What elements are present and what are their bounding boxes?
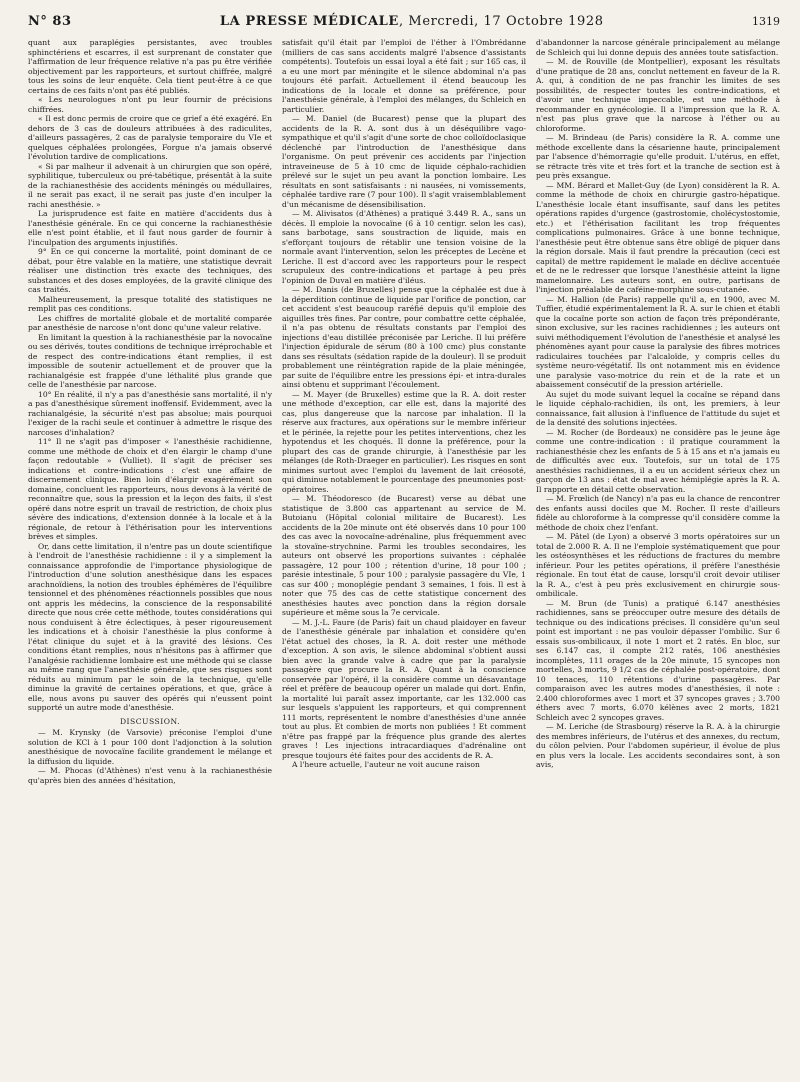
paragraph: Les chiffres de mortalité globale et de mortalité comparée par anesthésie de narcose n'ont donc qu'une valeur relative. [28,313,272,332]
paragraph: — M. Rocher (de Bordeaux) ne considère pas le jeune âge comme une contre-indication : il pratique couramment la rachianesthésie chez les enfants de 5 à 15 ans et n'a jamais eu de difficultés avec eux. Toutefois, sur un total de 175 anesthésies rachidiennes, il a eu un accident sérieux chez un garçon de 13 ans : état de mal avec hémiplégie après la R. A. Il rapporte en détail cette observation. [536,427,780,494]
paragraph: 11° Il ne s'agit pas d'imposer « l'anesthésie rachidienne, comme une méthode de choix et d'en élargir le champ d'une façon redoutable » (Vulliet). Il s'agit de préciser ses indications et contre-indications : c'est une affaire de discernement clinique. Bien loin d'élargir exagérément son domaine, concluent les rapporteurs, nous devons à la vérité de reconnaître que, sous la pression et la leçon des faits, il s'est opéré dans notre esprit un travail de restriction, de choix plus sévère des indications, d'extension donnée à la locale et à la régionale, de retour à l'éthérisation pour les interventions brèves et simples. [28,437,272,541]
paragraph: A l'heure actuelle, l'auteur ne voit aucune raison [292,760,480,769]
paragraph: — MM. Bérard et Mallet-Guy (de Lyon) considèrent la R. A. comme la méthode de choix en chirurgie gastro-hépatique. L'anesthésie locale étant insuffisante, sauf dans les petites opérations rapides d'urgence (gastrostomie, cholécystostomie, etc.) et l'éthérisation facilitant les trop fréquentes complications pulmonaires. Grâce à une bonne technique, l'anesthésie peut être obtenue sans être obligé de piquer dans la région dorsale. Mais il faut prendre la précaution (ceci est capital) de mettre rapidement le malade en déclive accentuée et de ne le redresser que lorsque l'anesthésie atteint la ligne mamelonnaire. Les auteurs sont, en outre, partisans de l'injection préalable de caféine-morphine sous-cutanée. [536,180,780,294]
paragraph: — M. Phocas (d'Athènes) n'est venu à la rachianesthésie qu'après bien des années d'hésitation, [28,766,272,785]
paragraph: « Si par malheur il advenait à un chirurgien que son opéré, syphilitique, tuberculeux ou pré-tabétique, présentât à la suite de la rachianesthésie des accidents méningés ou médullaires, il ne serait pas exact, il ne serait pas juste d'en inculper la rachi anesthésie. » [28,161,272,209]
paragraph: — M. de Rouville (de Montpellier), exposant les résultats d'une pratique de 28 ans, conclut nettement en faveur de la R. A. qui, à condition de ne pas franchir les limites de ses possibilités, de respecter toutes les contre-indications, et d'avoir une technique impeccable, est une méthode à recommander en gynécologie. Il a l'impression que la R. A. n'est pas plus grave que la narcose à l'éther ou au chloroforme. [536,57,780,133]
issue-number: N° 83 [28,14,72,29]
paragraph: « Il est donc permis de croire que ce grief a été exagéré. En dehors de 3 cas de douleurs attribuées à des radiculites, d'ailleurs passagères, 2 cas de paralysie temporaire du VIe et quelques céphalées prolongées, Forgue n'a jamais observé l'évolution tardive de complications. [28,114,272,161]
column-1 [28,38,272,785]
paragraph: — M. Alivisatos (d'Athènes) a pratiqué 3.449 R. A., sans un décès. Il emploie la novocaïne (6 à 10 centigr. selon les cas), sans barbotage, sans soustraction de liquide, mais en s'efforçant toujours de rétablir une tension voisine de la normale avant l'intervention, selon les préceptes de Lecène et Leriche. Il est d'accord avec les rapporteurs pour le respect scrupuleux des contre-indications et partage à peu près l'opinion de Duval en matière d'iléus. [282,209,526,285]
paragraph: — M. Pâtel (de Lyon) a observé 3 morts opératoires sur un total de 2.000 R. A. Il ne l'emploie systématiquement que pour les ostéosynthèses et les réductions de fractures du membre inférieur. Pour les petites opérations, il préfère l'anesthésie régionale. En tout état de cause, lorsqu'il croit devoir utiliser la R. A., c'est à peu près exclusivement en chirurgie sous-ombilicale. [536,532,780,598]
column-2 [282,38,526,785]
paragraph: — M. Frœlich (de Nancy) n'a pas eu la chance de rencontrer des enfants aussi dociles que M. Rocher. Il reste d'ailleurs fidèle au chloroforme à la compresse qu'il considère comme la méthode de choix chez l'enfant. [536,494,780,532]
paragraph: — M. Théodoresco (de Bucarest) verse au débat une statistique de 3.800 cas appartenant au service de M. Butoianu (Hôpital colonial militaire de Bucarest). Les accidents de la 20e minute ont été observés dans 10 pour 100 des cas avec la novocaïne-adrénaline, plus fréquemment avec la stovaïne-strychnine. Parmi les troubles secondaires, les auteurs ont observé les proportions suivantes : céphalée passagère, 12 pour 100 ; rétention d'urine, 18 pour 100 ; parésie intestinale, 5 pour 100 ; paralysie passagère du VIe, 1 cas sur 400 ; monoplégie pendant 3 semaines, 1 fois. Il est à noter que 75 des cas de cette statistique concernent des anesthésies hautes avec ponction dans la région dorsale supérieure et même sous la 7e cervicale. [282,494,526,617]
paragraph: — M. Mayer (de Bruxelles) estime que la R. A. doit rester une méthode d'exception, car elle est, dans la majorité des cas, plus dangereuse que la narcose par inhalation. Il la réserve aux fractures, aux opérations sur le membre inférieur et le périnée, la rejette pour les petites interventions, chez les hypotendus et les choqués. Il donne la préférence, pour la plupart des cas de grande chirurgie, à l'anesthésie par les mélanges (de Roth-Draeger en particulier). Les risques en sont minimes surtout avec l'emploi du lavement de lait créosoté, qui diminue notablement le pourcentage des pneumonies post-opératoires. [282,389,526,494]
journal-title [220,14,604,29]
paragraph: — M. Daniel (de Bucarest) pense que la plupart des accidents de la R. A. sont dus à un déséquilibre vago-sympathique et qu'il s'agit d'une sorte de choc colloïdoclasique déclenché par l'introduction de l'anesthésique dans l'organisme. On peut prévenir ces accidents par l'injection intraveineuse de 5 à 10 cmc de liquide céphalo-rachidien prélevé sur le sujet un peu avant la ponction lombaire. Les résultats en sont satisfaisants : ni nausées, ni vomissements, céphalée tardive rare (7 pour 100). Il s'agit vraisemblablement d'un mécanisme de désensibilisation. [282,114,526,209]
paragraph: — M. J.-L. Faure (de Paris) fait un chaud plaidoyer en faveur de l'anesthésie générale par inhalation et considère qu'en l'état actuel des choses, la R. A. doit rester une méthode d'exception. A son avis, le silence abdominal s'obtient aussi bien avec la grande valve à cadre que par la paralysie passagère que procure la R. A. Quant à la conscience conservée par l'opéré, il la considère comme un désavantage réel et préfère de beaucoup opérer un malade qui dort. Enfin, la mortalité lui paraît assez importante, car les 132.000 cas sur lesquels s'appuient les rapporteurs, et qui comprennent 111 morts, représentent le nombre d'anesthésies d'une année tout au plus. Et combien de morts non publiées ! Et comment n'être pas frappé par la fréquence plus grande des alertes graves ! Les injections intracardiaques d'adrénaline ont presque toujours été faites pour des accidents de R. A. [282,617,526,760]
paragraph: Or, dans cette limitation, il n'entre pas un doute scientifique à l'endroit de l'anesthésie rachidienne : il y a simplement la connaissance approfondie de l'importance physiologique de l'introduction d'une solution anesthésique dans les espaces arachnoïdiens, la notion des troubles éphémères de l'équilibre tensionnel et des phénomènes réactionnels possibles que nous ont appris les médecins, la conscience de la responsabilité directe que nous crée cette méthode, toutes considérations qui nous conduisent à être éclectiques, à peser rigoureusement les indications et à choisir l'anesthésie la plus conforme à l'état clinique du sujet et à la gravité des lésions. Ces conditions étant remplies, nous n'hésitons pas à affirmer que l'analgésie rachidienne lombaire est une méthode qui se classe au même rang que l'anesthésie générale, que ses risques sont réduits au minimum par le soin de la technique, qu'elle diminue la gravité de certaines opérations, et que, grâce à elle, nous avons pu sauver des opérés qui n'eussent point supporté un autre mode d'anesthésie. [28,541,272,712]
paragraph: Malheureusement, la presque totalité des statistiques ne remplit pas ces conditions. [28,294,272,313]
paragraph: satisfait qu'il était par l'emploi de l'éther à l'Ombrédanne (milliers de cas sans accidents malgré l'absence d'assistants compétents). Toutefois un essai loyal a été fait ; sur 165 cas, il a eu une mort par méningite et le silence abdominal n'a pas toujours été parfait. Actuellement il étend beaucoup les indications de la locale et donne sa préférence, pour l'anesthésie générale, à l'emploi des mélanges, du Schleich en particulier. [282,38,526,114]
page-number: 1319 [752,15,780,28]
paragraph: — M. Danis (de Bruxelles) pense que la céphalée est due à la déperdition continue de liquide par l'orifice de ponction, car cet accident s'est beaucoup raréfié depuis qu'il emploie des aiguilles très fines. Par contre, pour combattre cette céphalée, il n'a pas obtenu de résultats constants par l'emploi des injections d'eau distillée préconisée par Leriche. Il lui préfère l'injection épidurale de sérum (80 à 100 cmc) plus constante dans ses résultats (sédation rapide de la douleur). Il se produit probablement une réintégration rapide de la plaie méningée, par suite de l'équilibre entre les pressions épi- et intra-durales ainsi obtenu et supprimant l'écoulement. [282,285,526,389]
paragraph: — M. Leriche (de Strasbourg) réserve la R. A. à la chirurgie des membres inférieurs, de l'utérus et des annexes, du rectum, du côlon pelvien. Pour l'abdomen supérieur, il évolue de plus en plus vers la locale. Les accidents secondaires sont, à son avis, [536,722,780,769]
paragraph: « Les neurologues n'ont pu leur fournir de précisions chiffrées. [28,95,272,114]
paragraph: En limitant la question à la rachianesthésie par la novocaïne ou ses dérivés, toutes conditions de technique irréprochable et de respect des contre-indications étant remplies, il est impossible de soutenir actuellement et de prouver que la rachianalgésie est frappée d'une léthalité plus grande que celle de l'anesthésie par narcose. [28,332,272,389]
paragraph: quant aux paraplégies persistantes, avec troubles sphinctériens et escarres, il est surprenant de constater que l'affirmation de leur fréquence relative n'a pas pu être vérifiée objectivement par les rapporteurs, et surtout chiffrée, malgré tous les soins de leur enquête. Cela tient peut-être à ce que certains de ces faits n'ont pas été publiés. [28,38,272,95]
paragraph: — M. Brindeau (de Paris) considère la R. A. comme une méthode excellente dans la césarienne haute, principalement par l'absence d'hémorragie qu'elle produit. L'utérus, en effet, se rétracte très vite et très fort et la tranche de section est à peu près exsangue. [536,133,780,180]
paragraph: La jurisprudence est faite en matière d'accidents dus à l'anesthésie générale. En ce qui concerne la rachianesthésie elle n'est point établie, et il faut nous garder de fournir à l'inculpation des arguments injustifiés. [28,209,272,247]
section-heading-discussion: DISCUSSION. [119,716,181,726]
paragraph: — M. Brun (de Tunis) a pratiqué 6.147 anesthésies rachidiennes, sans se préoccuper outre mesure des détails de technique ou des indications précises. Il considère qu'un seul point est important : ne pas vouloir dépasser l'ombilic. Sur 6 essais sus-ombilicaux, il note 1 mort et 2 ratés. En bloc, sur ses 6.147 cas, il compte 212 ratés, 106 anesthésies incomplètes, 111 orages de la 20e minute, 15 syncopes non mortelles, 3 morts, 9 1/2 cas de céphalée post-opératoire, dont 10 tenaces, 110 rétentions d'urine passagères. Par comparaison avec les autres modes d'anesthésies, il note : 2.400 chloroformes avec 1 mort et 37 syncopes graves ; 3.700 éthers avec 7 morts, 6.070 kélènes avec 2 morts, 1821 Schleich avec 2 syncopes graves. [536,598,780,722]
paragraph: 10° En réalité, il n'y a pas d'anesthésie sans mortalité, il n'y a pas d'anesthésique sûrement inoffensif. Evidemment, avec la rachianalgésie, la sécurité n'est pas absolue; mais pourquoi l'exiger de la rachi seule et continuer à admettre le risque des narcoses d'inhalation? [28,389,272,437]
paragraph: d'abandonner la narcose générale principalement au mélange de Schleich qui lui donne depuis des années toute satisfaction. [536,38,780,57]
paragraph: Au sujet du mode suivant lequel la cocaïne se répand dans le liquide céphalo-rachidien, ils ont, les premiers, à leur connaissance, fait allusion à l'influence de l'attitude du sujet et de la densité des solutions injectées. [536,389,780,427]
journal-name: LA PRESSE MÉDICALE [219,14,399,29]
article-columns [28,38,780,785]
paragraph: — M. Krynsky (de Varsovie) préconise l'emploi d'une solution de KCl à 1 pour 100 dont l'adjonction à la solution anesthésique de novocaïne facilite grandement le mélange et la diffusion du liquide. [28,728,272,766]
column-3 [536,38,780,785]
issue-date: , Mercredi, 17 Octobre 1928 [398,14,604,29]
paragraph: — M. Hallion (de Paris) rappelle qu'il a, en 1900, avec M. Tuffier, étudié expérimentalement la R. A. sur le chien et établi que la cocaïne porte son action de façon très prépondérante, sinon exclusive, sur les racines rachidiennes ; les auteurs ont suivi méthodiquement l'évolution de l'anesthésie et analysé les phénomènes ayant pour cause la paralysie des fibres motrices radiculaires touchées par l'alcaloïde, y compris celles du système neuro-végétatif. Ils ont notamment mis en évidence une paralysie vaso-motrice du rein et de la rate et un abaissement consécutif de la pression artérielle. [536,294,780,389]
paragraph: 9° En ce qui concerne la mortalité, point dominant de ce débat, pour être valable en la matière, une statistique devrait réaliser une distinction très exacte des techniques, des substances et des doses employées, de la gravité clinique des cas traités. [28,247,272,294]
page-header [28,14,780,32]
